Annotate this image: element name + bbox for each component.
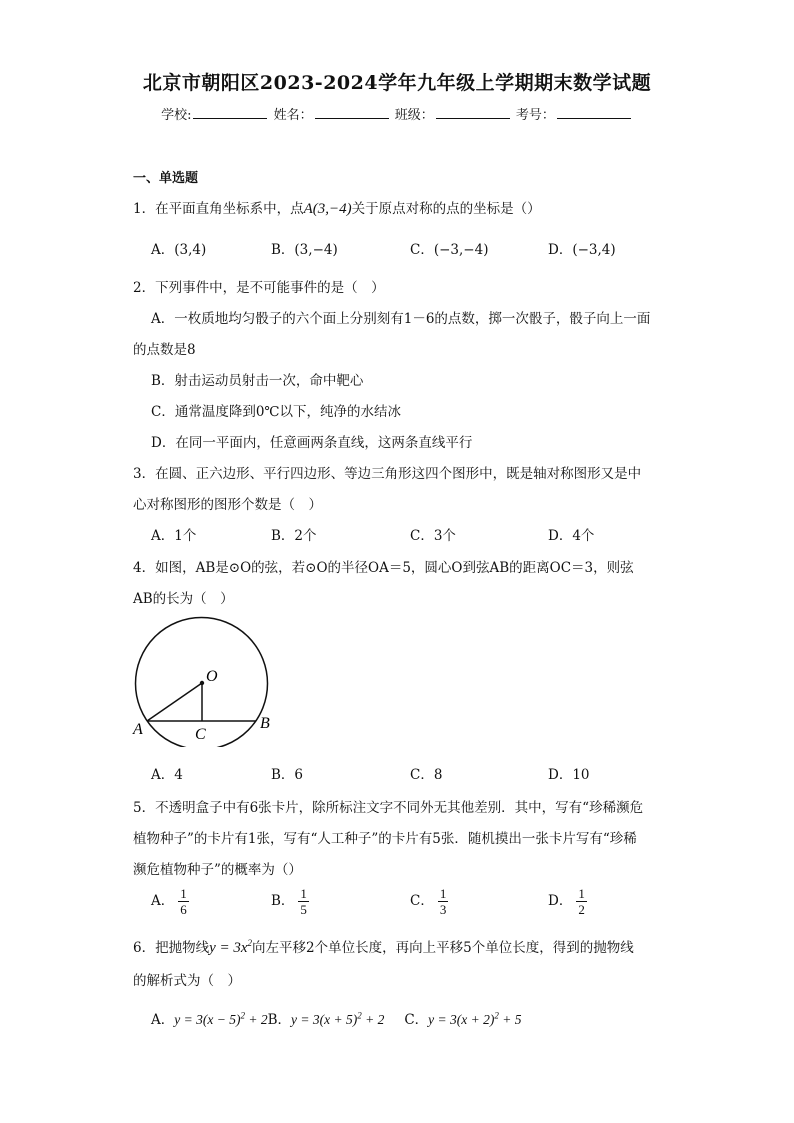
q4-option-d[interactable]: D．10 <box>548 767 590 783</box>
q6-expression: $y = 3x^2$ <box>209 938 253 956</box>
question-3-stem-line2: 心对称图形的图形个数是（ ） <box>133 497 322 513</box>
section-title: 一、单选题 <box>133 171 199 186</box>
label-c: C <box>195 726 206 743</box>
q3-option-b[interactable]: B．2个 <box>271 528 317 544</box>
question-5-stem-line1: 5．不透明盒子中有6张卡片，除所标注文字不同外无其他差别．其中，写有“珍稀濒危 <box>133 800 644 816</box>
center-point-o <box>200 681 204 685</box>
fraction: $\frac{1}{6}$ <box>180 886 187 917</box>
q1-stem-b: 关于原点对称的点的坐标是（） <box>351 201 541 217</box>
q1-option-d[interactable]: D．(−3,4) <box>548 242 616 258</box>
class-label: 班级： <box>394 108 434 123</box>
page-title: 北京市朝阳区2023-2024学年九年级上学期期末数学试题 <box>142 72 652 94</box>
q1-point: A(3,−4) <box>303 201 352 217</box>
fraction: $\frac{1}{3}$ <box>439 886 447 917</box>
exam-no-label: 考号： <box>515 108 555 123</box>
class-blank[interactable] <box>436 106 510 119</box>
student-info-line <box>0 104 794 123</box>
q5-option-b[interactable]: B． $\frac{1}{5}$ <box>271 886 307 917</box>
exam-no-blank[interactable] <box>557 106 631 119</box>
fraction: $\frac{1}{2}$ <box>578 886 585 917</box>
q3-option-c[interactable]: C．3个 <box>410 528 456 544</box>
q1-option-c[interactable]: C．(−3,−4) <box>410 242 489 258</box>
q2-option-a-line2[interactable]: 的点数是8 <box>133 342 196 358</box>
radius-oa <box>147 683 202 721</box>
q4-option-b[interactable]: B．6 <box>271 767 304 783</box>
question-4-stem-line1: 4．如图，AB是⊙O的弦，若⊙O的半径OA＝5，圆心O到弦AB的距离OC＝3，则弦 <box>133 560 634 576</box>
question-6-stem-line2: 的解析式为（ ） <box>133 973 241 989</box>
q1-stem-a: 1．在平面直角坐标系中，点 <box>133 201 304 217</box>
q5-option-a[interactable]: A． $\frac{1}{6}$ <box>151 886 187 917</box>
q2-option-b[interactable]: B．射击运动员射击一次，命中靶心 <box>151 373 364 389</box>
question-3-stem-line1: 3．在圆、正六边形、平行四边形、等边三角形这四个图形中，既是轴对称图形又是中 <box>133 466 642 482</box>
q4-option-c[interactable]: C．8 <box>410 767 443 783</box>
q4-option-a[interactable]: A．4 <box>151 767 183 783</box>
q3-option-a[interactable]: A．1个 <box>151 528 197 544</box>
q6-option-b[interactable]: B．$y = 3(x + 5)^2 + 2$ <box>267 1010 385 1028</box>
school-blank[interactable] <box>193 106 267 119</box>
name-blank[interactable] <box>315 106 389 119</box>
q2-option-c[interactable]: C．通常温度降到0℃以下，纯净的水结冰 <box>151 404 402 420</box>
q1-option-a[interactable]: A．(3,4) <box>151 242 207 258</box>
q5-option-c[interactable]: C． $\frac{1}{3}$ <box>410 886 447 917</box>
label-o: O <box>206 668 218 685</box>
q2-option-a-line1[interactable]: A．一枚质地均匀骰子的六个面上分别刻有1－6的点数，掷一次骰子，骰子向上一面 <box>151 311 651 327</box>
question-2-stem: 2．下列事件中，是不可能事件的是（ ） <box>133 280 385 296</box>
school-label: 学校: <box>161 108 192 123</box>
question-5-stem-line3: 濒危植物种子”的概率为（） <box>133 862 302 878</box>
question-6-stem-line1: 6．把抛物线$y = 3x^2$向左平移2个单位长度，再向上平移5个单位长度，得到的抛物线 <box>133 938 634 956</box>
label-a: A <box>133 721 143 738</box>
circle-chord-figure <box>128 612 278 747</box>
q2-option-d[interactable]: D．在同一平面内，任意画两条直线，这两条直线平行 <box>151 435 473 451</box>
name-label: 姓名： <box>273 108 313 123</box>
q6-options-line <box>151 1008 522 1028</box>
question-5-stem-line2: 植物种子”的卡片有1张，写有“人工种子”的卡片有5张．随机摸出一张卡片写有“珍稀 <box>133 831 637 847</box>
fraction: $\frac{1}{5}$ <box>300 886 307 917</box>
question-1-stem <box>133 197 541 218</box>
q1-option-b[interactable]: B．(3,−4) <box>271 242 338 258</box>
q5-option-d[interactable]: D． $\frac{1}{2}$ <box>548 886 585 917</box>
question-4-stem-line2: AB的长为（ ） <box>133 591 234 607</box>
q6-option-c[interactable]: C．$y = 3(x + 2)^2 + 5$ <box>404 1010 522 1028</box>
q6-option-a[interactable]: A．$y = 3(x - 5)^2 + 2$ <box>151 1010 268 1028</box>
q3-option-d[interactable]: D．4个 <box>548 528 595 544</box>
label-b: B <box>260 715 270 732</box>
